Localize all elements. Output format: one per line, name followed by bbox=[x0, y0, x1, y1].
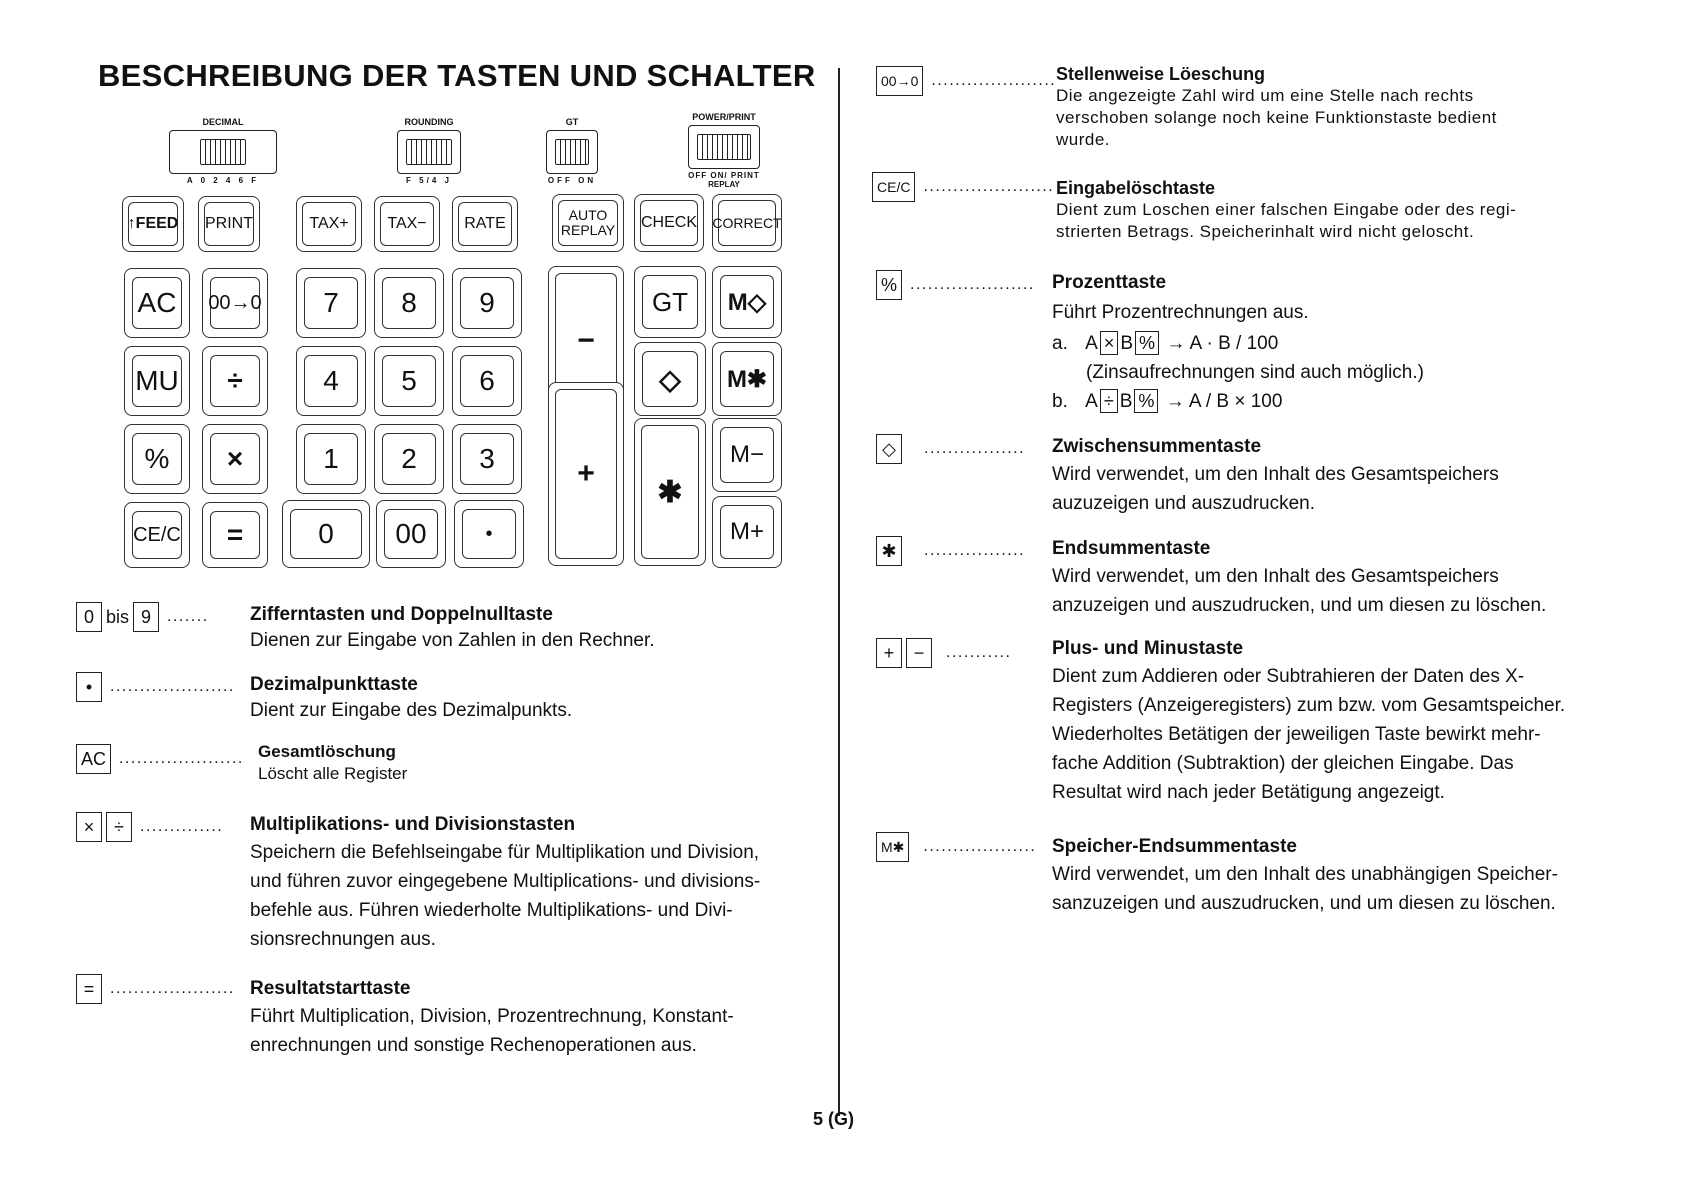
total-entry bbox=[1052, 538, 1546, 620]
tax-minus-key-label: TAX− bbox=[380, 202, 434, 246]
entry-text: Registers (Anzeigeregisters) zum bzw. vom Gesamtspeicher. bbox=[1052, 695, 1566, 716]
cec-key[interactable] bbox=[124, 502, 190, 568]
key-8[interactable] bbox=[374, 268, 444, 338]
example-a-operand: A bbox=[1085, 391, 1098, 412]
power-print-switch[interactable] bbox=[670, 112, 778, 189]
decimal-point-entry bbox=[250, 674, 572, 725]
ac-key[interactable] bbox=[124, 268, 190, 338]
tax-plus-key[interactable] bbox=[296, 196, 362, 252]
plusminus-entry bbox=[1052, 638, 1565, 807]
entry-text: Speichern die Befehlseingabe für Multiplikation und Division, bbox=[250, 842, 760, 863]
entry-text: enrechnungen und sonstige Rechenoperationen aus. bbox=[250, 1035, 697, 1056]
entry-text: anzuzeigen und auszudrucken, und um diesen zu löschen. bbox=[1052, 595, 1547, 616]
entry-title: Gesamtlöschung bbox=[258, 742, 396, 761]
key-5-label: 5 bbox=[382, 355, 436, 407]
entry-text: Löscht alle Register bbox=[258, 764, 408, 783]
entry-title: Endsummentaste bbox=[1052, 538, 1211, 559]
example-note: (Zinsaufrechnungen sind auch möglich.) bbox=[1086, 362, 1424, 383]
times-icon: × bbox=[1100, 331, 1119, 355]
star-key-label: ✱ bbox=[641, 425, 699, 559]
percent-entry bbox=[1052, 272, 1424, 416]
print-key-label: PRINT bbox=[204, 202, 254, 246]
zero-shift-key[interactable] bbox=[202, 268, 268, 338]
entry-text: sionsrechnungen aus. bbox=[250, 929, 436, 950]
entry-title: Dezimalpunkttaste bbox=[250, 674, 418, 695]
rate-key[interactable] bbox=[452, 196, 518, 252]
star-icon: ✱ bbox=[876, 536, 902, 566]
shift-entry bbox=[1056, 64, 1497, 151]
example-label: a. bbox=[1052, 333, 1068, 354]
percent-example-b bbox=[1052, 387, 1424, 416]
rounding-switch-marks: F 5/4 J bbox=[406, 176, 452, 185]
key-2-label: 2 bbox=[382, 433, 436, 485]
leader-dots: ........... bbox=[946, 644, 1012, 661]
entry-title: Multiplikations- und Divisionstasten bbox=[250, 814, 576, 835]
leader-dots: ..................... bbox=[910, 276, 1035, 293]
dot-key[interactable] bbox=[454, 500, 524, 568]
key-2[interactable] bbox=[374, 424, 444, 494]
entry-text: Die angezeigte Zahl wird um eine Stelle nach rechts bbox=[1056, 86, 1474, 105]
example-b-operand: B bbox=[1120, 333, 1134, 354]
percent-example-a bbox=[1052, 329, 1424, 358]
gt-switch-label: GT bbox=[565, 117, 579, 127]
equals-keys bbox=[76, 974, 235, 1004]
cec-icon: CE/C bbox=[872, 172, 915, 202]
equals-icon: = bbox=[76, 974, 102, 1004]
percent-icon: % bbox=[1135, 331, 1159, 355]
entry-text: Dient zum Addieren oder Subtrahieren der Daten des X- bbox=[1052, 666, 1525, 687]
m-star-icon: M✱ bbox=[876, 832, 909, 862]
key-9-label: 9 bbox=[460, 277, 514, 329]
entry-title: Eingabelöschtaste bbox=[1056, 178, 1216, 198]
power-switch-marks: OFF ON/ PRINT bbox=[688, 171, 760, 180]
entry-title: Zifferntasten und Doppelnulltaste bbox=[250, 604, 553, 625]
power-switch-label: POWER/PRINT bbox=[692, 112, 756, 122]
dot-icon: • bbox=[76, 672, 102, 702]
rate-key-label: RATE bbox=[458, 202, 512, 246]
m-diamond-key-label: M◇ bbox=[720, 275, 774, 329]
minus-icon: − bbox=[906, 638, 932, 668]
entry-text: fache Addition (Subtraktion) der gleichen Eingabe. Das bbox=[1052, 753, 1514, 774]
entry-text: Führt Prozentrechnungen aus. bbox=[1052, 302, 1309, 323]
page-title: BESCHREIBUNG DER TASTEN UND SCHALTER bbox=[98, 58, 816, 93]
m-diamond-key[interactable] bbox=[712, 266, 782, 338]
leader-dots: ................. bbox=[924, 440, 1026, 457]
m-star-key[interactable] bbox=[712, 342, 782, 416]
percent-icon: % bbox=[876, 270, 902, 300]
key-00-label: 00 bbox=[384, 509, 438, 559]
diamond-key-label: ◇ bbox=[642, 351, 698, 407]
auto-replay-label-1: AUTO bbox=[568, 207, 608, 223]
divide-icon: ÷ bbox=[106, 812, 132, 842]
total-keys bbox=[876, 536, 1025, 566]
plusminus-keys bbox=[876, 638, 1011, 668]
cec-key-label: CE/C bbox=[132, 511, 182, 559]
rounding-switch[interactable] bbox=[392, 117, 466, 185]
key-9[interactable] bbox=[452, 268, 522, 338]
entry-text: Wird verwendet, um den Inhalt des Gesamtspeichers bbox=[1052, 566, 1499, 587]
star-key[interactable] bbox=[634, 418, 706, 566]
key-7-label: 7 bbox=[304, 277, 358, 329]
entry-title: Prozenttaste bbox=[1052, 272, 1167, 293]
key-00[interactable] bbox=[376, 500, 446, 568]
gt-key[interactable] bbox=[634, 266, 706, 338]
entry-text: Dient zur Eingabe des Dezimalpunkts. bbox=[250, 700, 573, 721]
decimal-switch-marks: A 0 2 4 6 F bbox=[186, 176, 260, 185]
key-4-label: 4 bbox=[304, 355, 358, 407]
auto-replay-label-2: REPLAY bbox=[560, 222, 616, 238]
example-label: b. bbox=[1052, 391, 1068, 412]
subtotal-entry bbox=[1052, 436, 1499, 518]
decimal-point-keys bbox=[76, 672, 235, 702]
leader-dots: ................. bbox=[924, 542, 1026, 559]
ac-key-label: AC bbox=[132, 277, 182, 329]
m-minus-key-label: M− bbox=[720, 427, 774, 483]
example-b-operand: B bbox=[1119, 391, 1133, 412]
plus-key-label: + bbox=[555, 389, 617, 559]
page-number: 5 (G) bbox=[813, 1109, 855, 1129]
entry-title: Stellenweise Löeschung bbox=[1056, 64, 1266, 84]
entry-title: Plus- und Minustaste bbox=[1052, 638, 1244, 659]
diamond-icon: ◇ bbox=[876, 434, 902, 464]
power-switch-sub: REPLAY bbox=[708, 180, 740, 189]
entry-title: Resultatstarttaste bbox=[250, 978, 411, 999]
m-star-key-label: M✱ bbox=[720, 351, 774, 407]
leader-dots: .............. bbox=[140, 818, 224, 835]
entry-text: sanzuzeigen und auszudrucken, und um diesen zu löschen. bbox=[1052, 893, 1556, 914]
minus-key-label: − bbox=[555, 273, 617, 409]
percent-key-label: % bbox=[132, 433, 182, 485]
memtotal-keys bbox=[876, 832, 1036, 862]
correct-key-label: CORRECT bbox=[718, 200, 776, 246]
m-plus-key-label: M+ bbox=[720, 505, 774, 559]
digits-keys bbox=[76, 602, 209, 632]
entry-text: befehle aus. Führen wiederholte Multiplikations- und Divi- bbox=[250, 900, 733, 921]
tax-plus-key-label: TAX+ bbox=[302, 202, 356, 246]
equals-key[interactable] bbox=[202, 502, 268, 568]
percent-icon: % bbox=[1134, 389, 1158, 413]
entry-text: wurde. bbox=[1056, 130, 1111, 149]
cec-entry bbox=[1056, 178, 1516, 243]
key-6[interactable] bbox=[452, 346, 522, 416]
digits-entry bbox=[250, 604, 655, 655]
percent-keys bbox=[876, 270, 1035, 300]
check-key[interactable] bbox=[634, 194, 704, 252]
entry-text: Dienen zur Eingabe von Zahlen in den Rechner. bbox=[250, 630, 655, 651]
tax-minus-key[interactable] bbox=[374, 196, 440, 252]
divide-key-label: ÷ bbox=[210, 355, 260, 407]
entry-text: Führt Multiplication, Division, Prozentrechnung, Konstant- bbox=[250, 1006, 734, 1027]
key-6-label: 6 bbox=[460, 355, 514, 407]
times-icon: × bbox=[76, 812, 102, 842]
key-5[interactable] bbox=[374, 346, 444, 416]
mu-key-label: MU bbox=[132, 355, 182, 407]
bis-text: bis bbox=[106, 606, 130, 627]
key-4[interactable] bbox=[296, 346, 366, 416]
key-8-label: 8 bbox=[382, 277, 436, 329]
ac-icon: AC bbox=[76, 744, 111, 774]
memtotal-entry bbox=[1052, 836, 1558, 918]
leader-dots: ....... bbox=[167, 608, 209, 625]
m-minus-key[interactable] bbox=[712, 418, 782, 492]
muldiv-entry bbox=[250, 814, 760, 954]
leader-dots: ..................... bbox=[119, 750, 244, 767]
shift-keys bbox=[876, 66, 1056, 96]
correct-key[interactable] bbox=[712, 194, 782, 252]
key-9-icon: 9 bbox=[133, 602, 159, 632]
shift-icon: 00→0 bbox=[876, 66, 923, 96]
key-1-label: 1 bbox=[304, 433, 358, 485]
plus-icon: + bbox=[876, 638, 902, 668]
rounding-switch-label: ROUNDING bbox=[404, 117, 454, 127]
entry-text: Wird verwendet, um den Inhalt des unabhängigen Speicher- bbox=[1052, 864, 1558, 885]
example-a-operand: A bbox=[1085, 333, 1098, 354]
gt-switch-marks: OFF ON bbox=[547, 176, 597, 185]
mu-key[interactable] bbox=[124, 346, 190, 416]
times-key-label: × bbox=[210, 433, 260, 485]
leader-dots: ..................... bbox=[110, 980, 235, 997]
entry-title: Speicher-Endsummentaste bbox=[1052, 836, 1297, 857]
percent-key[interactable] bbox=[124, 424, 190, 494]
entry-text: Wird verwendet, um den Inhalt des Gesamtspeichers bbox=[1052, 464, 1499, 485]
dot-key-label: • bbox=[462, 509, 516, 559]
key-3-label: 3 bbox=[460, 433, 514, 485]
print-key[interactable] bbox=[198, 196, 260, 252]
gt-key-label: GT bbox=[642, 275, 698, 329]
key-7[interactable] bbox=[296, 268, 366, 338]
decimal-switch-label: DECIMAL bbox=[202, 117, 244, 127]
equals-entry bbox=[250, 978, 734, 1060]
key-0-icon: 0 bbox=[76, 602, 102, 632]
example-result: → A · B / 100 bbox=[1166, 333, 1279, 354]
entry-text: Resultat wird nach jeder Betätigung angezeigt. bbox=[1052, 782, 1445, 803]
ac-entry bbox=[258, 742, 407, 786]
cec-keys bbox=[872, 172, 1054, 202]
key-1[interactable] bbox=[296, 424, 366, 494]
entry-title: Zwischensummentaste bbox=[1052, 436, 1262, 457]
equals-key-label: = bbox=[210, 511, 260, 559]
entry-text: Wiederholtes Betätigen der jeweiligen Taste bewirkt mehr- bbox=[1052, 724, 1541, 745]
subtotal-keys bbox=[876, 434, 1025, 464]
entry-text: auzuzeigen und auszudrucken. bbox=[1052, 493, 1316, 514]
times-key[interactable] bbox=[202, 424, 268, 494]
entry-text: Dient zum Loschen einer falschen Eingabe oder des regi- bbox=[1056, 200, 1517, 219]
entry-text: verschoben solange noch keine Funktionstaste bedient bbox=[1056, 108, 1497, 127]
leader-dots: ..................... bbox=[110, 678, 235, 695]
leader-dots: ................... bbox=[923, 838, 1037, 855]
entry-text: und führen zuvor eingegebene Multiplications- und divisions- bbox=[250, 871, 761, 892]
column-divider bbox=[838, 68, 840, 1116]
feed-key-label: ↑FEED bbox=[128, 202, 178, 246]
key-0-label: 0 bbox=[290, 509, 362, 559]
gt-switch[interactable] bbox=[542, 117, 602, 185]
m-plus-key[interactable] bbox=[712, 496, 782, 568]
key-3[interactable] bbox=[452, 424, 522, 494]
plus-key[interactable] bbox=[548, 382, 624, 566]
key-0[interactable] bbox=[282, 500, 370, 568]
diamond-key[interactable] bbox=[634, 342, 706, 416]
auto-replay-key[interactable] bbox=[552, 194, 624, 252]
check-key-label: CHECK bbox=[640, 200, 698, 246]
decimal-switch[interactable] bbox=[168, 117, 278, 185]
muldiv-keys bbox=[76, 812, 223, 842]
example-result: → A / B × 100 bbox=[1165, 391, 1283, 412]
entry-text: strierten Betrags. Speicherinhalt wird nicht geloscht. bbox=[1056, 222, 1475, 241]
feed-key[interactable] bbox=[122, 196, 184, 252]
ac-keys bbox=[76, 744, 244, 774]
divide-key[interactable] bbox=[202, 346, 268, 416]
leader-dots: ..................... bbox=[931, 72, 1057, 89]
divide-icon: ÷ bbox=[1100, 389, 1118, 413]
zero-shift-key-label: 00→0 bbox=[210, 277, 260, 329]
leader-dots: ...................... bbox=[923, 178, 1055, 195]
